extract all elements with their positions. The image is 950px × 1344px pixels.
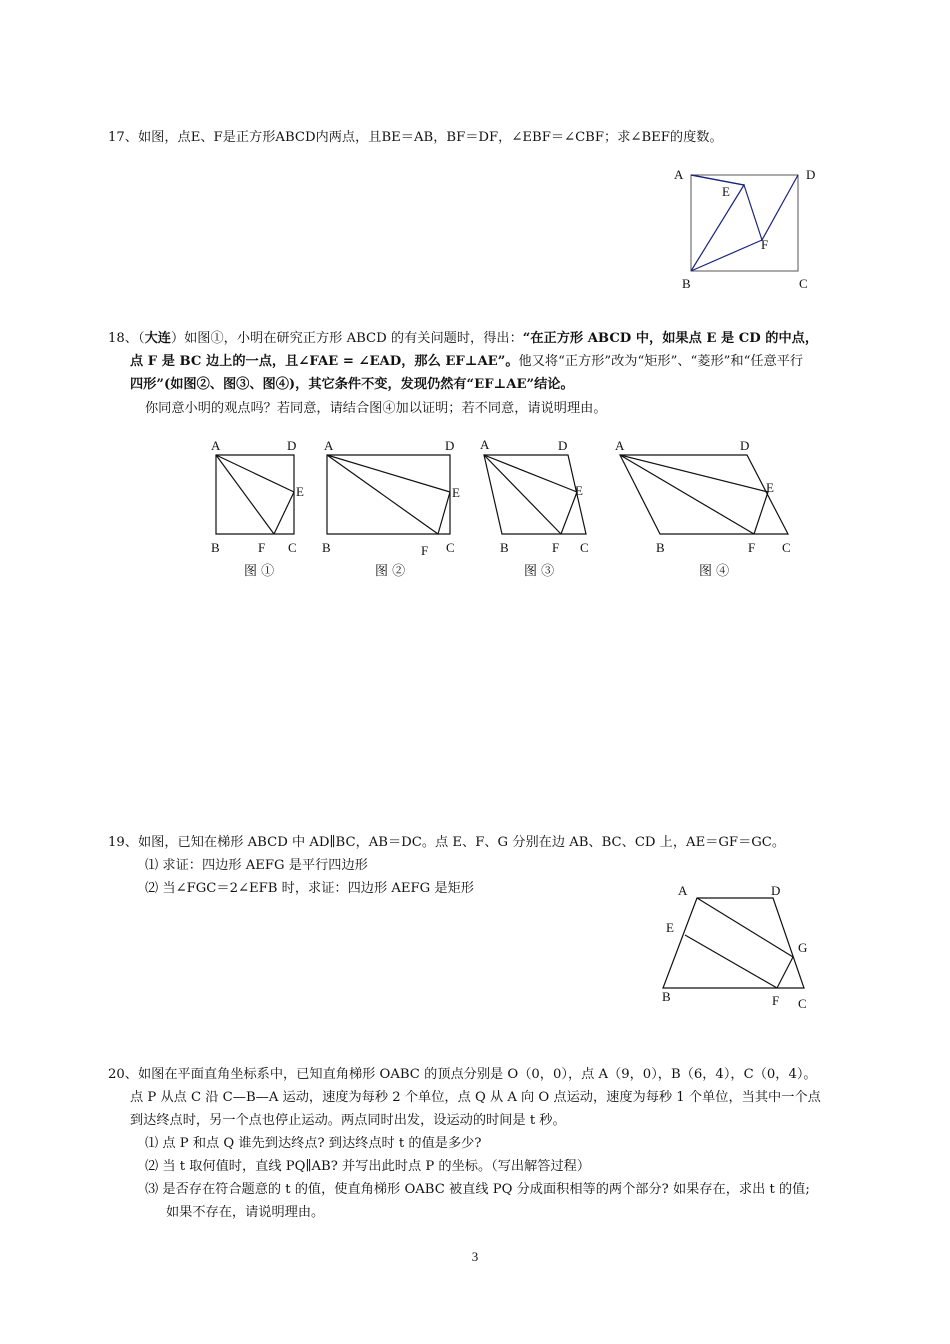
fig2-label-c: C bbox=[446, 540, 455, 555]
fig3-label-a: A bbox=[480, 437, 490, 452]
fig4-label-a: A bbox=[615, 438, 625, 453]
q17-label-c: C bbox=[799, 276, 808, 291]
fig3-label-d: D bbox=[558, 438, 568, 453]
q17-label-b: B bbox=[682, 276, 691, 291]
q19-label-e: E bbox=[666, 920, 674, 935]
q18-caption-3: 图 ③ bbox=[524, 564, 555, 579]
q18-line-1 bbox=[108, 330, 818, 348]
q19-part-1: ⑴ 求证：四边形 AEFG 是平行四边形 bbox=[145, 858, 368, 873]
fig4-label-d: D bbox=[740, 438, 750, 453]
q18-figure-1 bbox=[205, 435, 310, 560]
fig1-label-d: D bbox=[287, 438, 297, 453]
q20-part-1: ⑴ 点 P 和点 Q 谁先到达终点? 到达终点时 t 的值是多少? bbox=[145, 1136, 482, 1151]
fig2-label-a: A bbox=[324, 438, 334, 453]
q18-line-4: 你同意小明的观点吗？若同意，请结合图④加以证明；若不同意，请说明理由。 bbox=[145, 401, 607, 416]
fig4-label-f: F bbox=[748, 540, 756, 555]
fig2-label-b: B bbox=[322, 540, 331, 555]
q18-caption-4: 图 ④ bbox=[699, 564, 730, 579]
q19-label-a: A bbox=[678, 883, 688, 898]
q18-caption-2: 图 ② bbox=[375, 564, 406, 579]
q20-line-2: 点 P 从点 C 沿 C—B—A 运动，速度为每秒 2 个单位，点 Q 从 A 向 O 点运动，速度为每秒 1 个单位，当其中一个点 bbox=[130, 1090, 821, 1105]
q18-intro: ）如图①，小明在研究正方形 ABCD 的有关问题时，得出： bbox=[170, 331, 523, 346]
q19-label-g: G bbox=[798, 940, 808, 955]
q18-number: 18、（ bbox=[108, 331, 145, 346]
q17-figure bbox=[670, 165, 820, 300]
q19-label-b: B bbox=[662, 989, 671, 1004]
q18-claim-start: “在正方形 ABCD 中，如果点 E 是 CD 的中点， bbox=[522, 331, 819, 346]
fig3-label-e: E bbox=[575, 483, 583, 498]
fig1-label-a: A bbox=[211, 438, 221, 453]
fig3-label-f: F bbox=[552, 540, 560, 555]
q17-lines bbox=[691, 175, 798, 271]
fig4-label-e: E bbox=[766, 480, 774, 495]
q17-label-a: A bbox=[674, 167, 684, 182]
q19-label-c: C bbox=[798, 996, 807, 1011]
fig4-label-c: C bbox=[782, 540, 791, 555]
q17-text: 17、如图，点E、F是正方形ABCD内两点，且BE＝AB，BF＝DF，∠EBF＝∠CBF；求∠BEF的度数。 bbox=[108, 130, 723, 145]
q19-label-d: D bbox=[771, 883, 781, 898]
q18-figure-3 bbox=[476, 435, 601, 560]
fig2-label-d: D bbox=[445, 438, 455, 453]
q18-line-2 bbox=[130, 353, 803, 371]
q20-part-2: ⑵ 当 t 取何值时，直线 PQ∥AB? 并写出此时点 P 的坐标。（写出解答过程） bbox=[145, 1159, 591, 1174]
q19-label-f: F bbox=[772, 993, 780, 1008]
fig1-label-e: E bbox=[296, 484, 304, 499]
q17-label-e: E bbox=[722, 184, 730, 199]
q18-line-3: 四形”(如图②、图③、图④)，其它条件不变，发现仍然有“EF⊥AE”结论。 bbox=[130, 377, 574, 392]
q20-part-3-cont: 如果不存在，请说明理由。 bbox=[166, 1205, 325, 1220]
q18-caption-1: 图 ① bbox=[244, 564, 275, 579]
q17-square bbox=[691, 175, 798, 271]
q18-figure-4 bbox=[610, 435, 800, 560]
fig2-label-e: E bbox=[452, 485, 460, 500]
q18-source: 大连 bbox=[144, 331, 171, 346]
q18-figure-2 bbox=[318, 435, 468, 560]
q20-line-3: 到达终点时，另一个点也停止运动。两点同时出发，设运动的时间是 t 秒。 bbox=[130, 1113, 566, 1128]
fig1-label-f: F bbox=[258, 540, 266, 555]
fig1-label-c: C bbox=[288, 540, 297, 555]
fig4-label-b: B bbox=[656, 540, 665, 555]
fig3-label-c: C bbox=[580, 540, 589, 555]
q20-line-1: 20、如图在平面直角坐标系中，已知直角梯形 OABC 的顶点分别是 O（0，0），点 A（9，0），B（6，4），C（0，4）。 bbox=[108, 1067, 817, 1082]
q20-part-3: ⑶ 是否存在符合题意的 t 的值，使直角梯形 OABC 被直线 PQ 分成面积相等的两个部分? 如果存在，求出 t 的值; bbox=[145, 1182, 810, 1197]
q19-figure bbox=[655, 878, 825, 1013]
q18-claim-end: 点 F 是 BC 边上的一点，且∠FAE = ∠EAD，那么 EF⊥AE”。 bbox=[130, 354, 519, 369]
fig1-label-b: B bbox=[211, 540, 220, 555]
q19-text: 19、如图，已知在梯形 ABCD 中 AD∥BC，AB＝DC。点 E、F、G 分别在边 AB、BC、CD 上，AE＝GF＝GC。 bbox=[108, 835, 786, 850]
fig2-label-f: F bbox=[421, 543, 429, 558]
page-number: 3 bbox=[471, 1249, 479, 1264]
q17-label-d: D bbox=[806, 167, 816, 182]
q17-label-f: F bbox=[761, 237, 769, 252]
fig3-label-b: B bbox=[500, 540, 509, 555]
q18-extension: 他又将“正方形”改为“矩形”、“菱形”和“任意平行 bbox=[518, 354, 804, 369]
q19-part-2: ⑵ 当∠FGC＝2∠EFB 时，求证：四边形 AEFG 是矩形 bbox=[145, 881, 474, 896]
